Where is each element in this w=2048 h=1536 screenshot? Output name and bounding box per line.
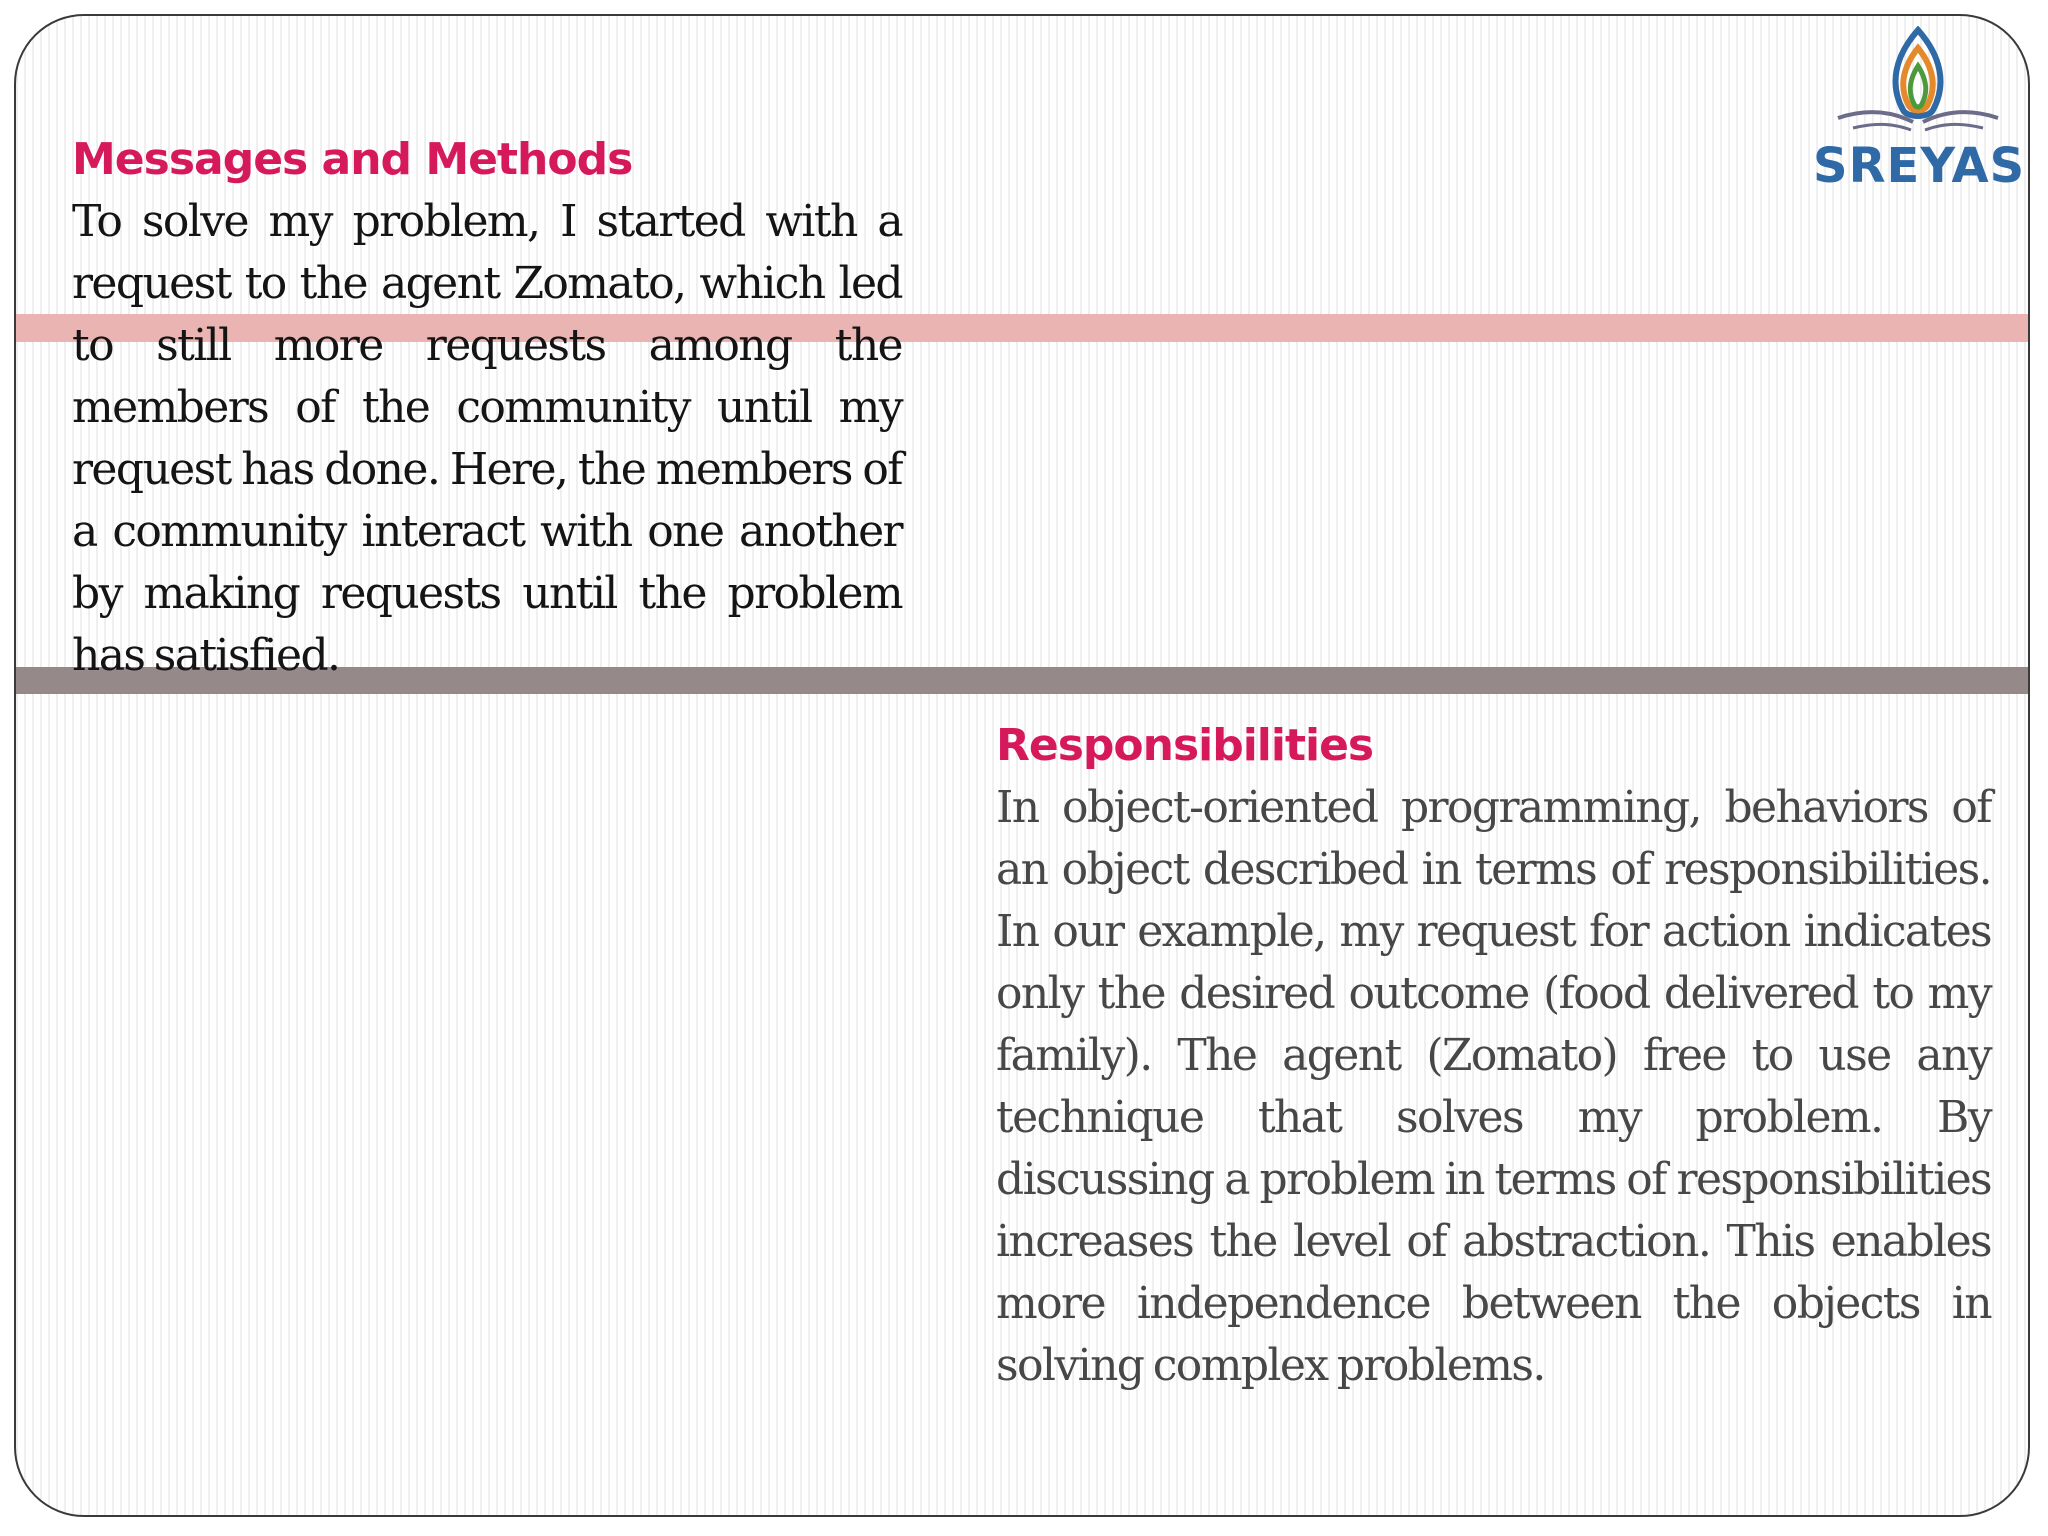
responsibilities-heading: Responsibilities (996, 720, 1374, 771)
responsibilities-body: In object-oriented programming, behaviors of an object described in terms of responsibilities. In our example, my request for action indicates only the desired outcome (food delivered to my family). The agent (Zomato) free to use any technique that solves my problem. By discussing a problem in terms of responsibilities increases the level of abstraction. This enables more independence between the objects in solving complex problems. (996, 782, 1991, 1391)
responsibilities-section (996, 720, 1991, 1397)
logo-wordmark: SREYAS (1813, 138, 2026, 194)
sreyas-logo (1813, 26, 2026, 216)
messages-section (72, 134, 902, 687)
slide (14, 14, 2030, 1517)
flame-emblem-icon (1833, 26, 2003, 141)
messages-heading: Messages and Methods (72, 134, 633, 185)
messages-body: To solve my problem, I started with a request to the agent Zomato, which led to still more requests among the members of the community until my request has done. Here, the members of a community interact with one another by making requests until the problem has satisfied. (72, 196, 902, 681)
